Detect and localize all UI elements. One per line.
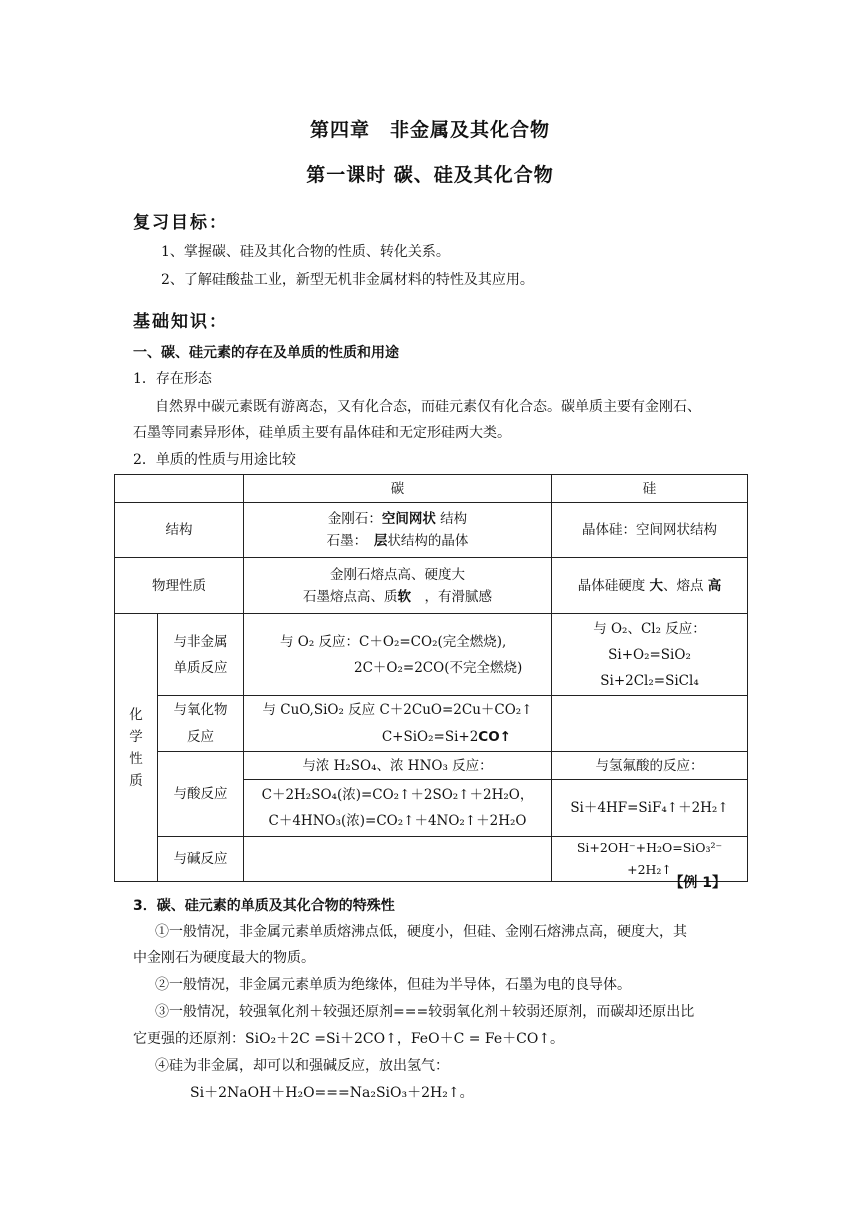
special-line-1: ①一般情况，非金属元素单质熔沸点低，硬度小，但硅、金刚石熔沸点高，硬度大，其 — [155, 924, 687, 940]
carbon-structure-cell: 金刚石：空间网状 结构 石墨： 层状结构的晶体 — [244, 503, 552, 558]
table-row — [115, 503, 748, 558]
review-item-2: 2、了解硅酸盐工业，新型无机非金属材料的特性及其应用。 — [161, 272, 534, 288]
oxide-label: 与氧化物 反应 — [158, 696, 244, 752]
existence-form-heading: 1．存在形态 — [133, 371, 212, 387]
silicon-physical-cell: 晶体硅硬度 大、熔点 高 — [552, 558, 748, 614]
special-line-3: ②一般情况，非金属元素单质为绝缘体，但硅为半导体，石墨为电的良导体。 — [155, 977, 631, 993]
basics-heading: 基础知识： — [133, 312, 228, 332]
physical-label: 物理性质 — [115, 558, 244, 614]
nonmetal-label: 与非金属 单质反应 — [158, 614, 244, 696]
table-row — [115, 614, 748, 696]
special-line-7: Si＋2NaOH＋H₂O===Na₂SiO₃＋2H₂↑。 — [190, 1085, 474, 1101]
special-line-2: 中金刚石为硬度最大的物质。 — [133, 950, 315, 966]
carbon-oxide-cell: 与 CuO,SiO₂ 反应 C＋2CuO=2Cu＋CO₂↑ C+SiO₂=Si+2CO↑ — [244, 696, 552, 752]
carbon-acid-head: 与浓 H₂SO₄、浓 HNO₃ 反应： — [244, 752, 552, 780]
chapter-title: 第四章 非金属及其化合物 — [309, 119, 550, 141]
chemical-properties-label: 化 学 性 质 — [115, 614, 158, 882]
lesson-title: 第一课时 碳、硅及其化合物 — [306, 164, 554, 186]
review-heading: 复习目标： — [133, 213, 228, 233]
table-row — [115, 696, 748, 752]
base-label: 与碱反应 — [158, 837, 244, 882]
existence-paragraph-line-2: 石墨等同素异形体，硅单质主要有晶体硅和无定形硅两大类。 — [133, 425, 511, 441]
silicon-acid-head: 与氢氟酸的反应： — [552, 752, 748, 780]
structure-label: 结构 — [115, 503, 244, 558]
section-3-heading: 3．碳、硅元素的单质及其化合物的特殊性 — [133, 898, 395, 914]
special-line-6: ④硅为非金属，却可以和强碱反应，放出氢气： — [155, 1058, 449, 1074]
empty-header-cell — [115, 475, 244, 503]
table-row — [115, 558, 748, 614]
silicon-base-cell: Si+2OH⁻+H₂O=SiO₃²⁻ +2H₂↑ — [552, 837, 748, 882]
example-tag: 【例 1】 — [669, 875, 726, 891]
silicon-header: 硅 — [552, 475, 748, 503]
silicon-structure-cell: 晶体硅：空间网状结构 — [552, 503, 748, 558]
carbon-acid-cell: C＋2H₂SO₄(浓)=CO₂↑＋2SO₂↑＋2H₂O， C＋4HNO₃(浓)=CO₂↑＋4NO₂↑＋2H₂O — [244, 780, 552, 837]
review-item-1: 1、掌握碳、硅及其化合物的性质、转化关系。 — [161, 244, 450, 260]
table-header-row — [115, 475, 748, 503]
table-row — [115, 752, 748, 780]
comparison-heading: 2．单质的性质与用途比较 — [133, 452, 296, 468]
table-row — [115, 837, 748, 882]
carbon-header: 碳 — [244, 475, 552, 503]
acid-label: 与酸反应 — [158, 752, 244, 837]
carbon-nonmetal-cell: 与 O₂ 反应：C＋O₂=CO₂(完全燃烧), 2C＋O₂=2CO(不完全燃烧) — [244, 614, 552, 696]
section-1-heading: 一、碳、硅元素的存在及单质的性质和用途 — [133, 345, 399, 361]
silicon-nonmetal-cell: 与 O₂、Cl₂ 反应： Si+O₂=SiO₂ Si+2Cl₂=SiCl₄ — [552, 614, 748, 696]
existence-paragraph-line-1: 自然界中碳元素既有游离态，又有化合态，而硅元素仅有化合态。碳单质主要有金刚石、 — [155, 399, 701, 415]
carbon-base-cell — [244, 837, 552, 882]
special-line-5: 它更强的还原剂：SiO₂＋2C =Si＋2CO↑，FeO＋C = Fe＋CO↑。 — [133, 1031, 565, 1047]
silicon-acid-cell: Si＋4HF=SiF₄↑＋2H₂↑ — [552, 780, 748, 837]
special-line-4: ③一般情况，较强氧化剂＋较强还原剂===较弱氧化剂＋较弱还原剂，而碳却还原出比 — [155, 1004, 695, 1020]
carbon-physical-cell: 金刚石熔点高、硬度大 石墨熔点高、质软 ，有滑腻感 — [244, 558, 552, 614]
comparison-table — [114, 474, 748, 882]
silicon-oxide-cell — [552, 696, 748, 752]
